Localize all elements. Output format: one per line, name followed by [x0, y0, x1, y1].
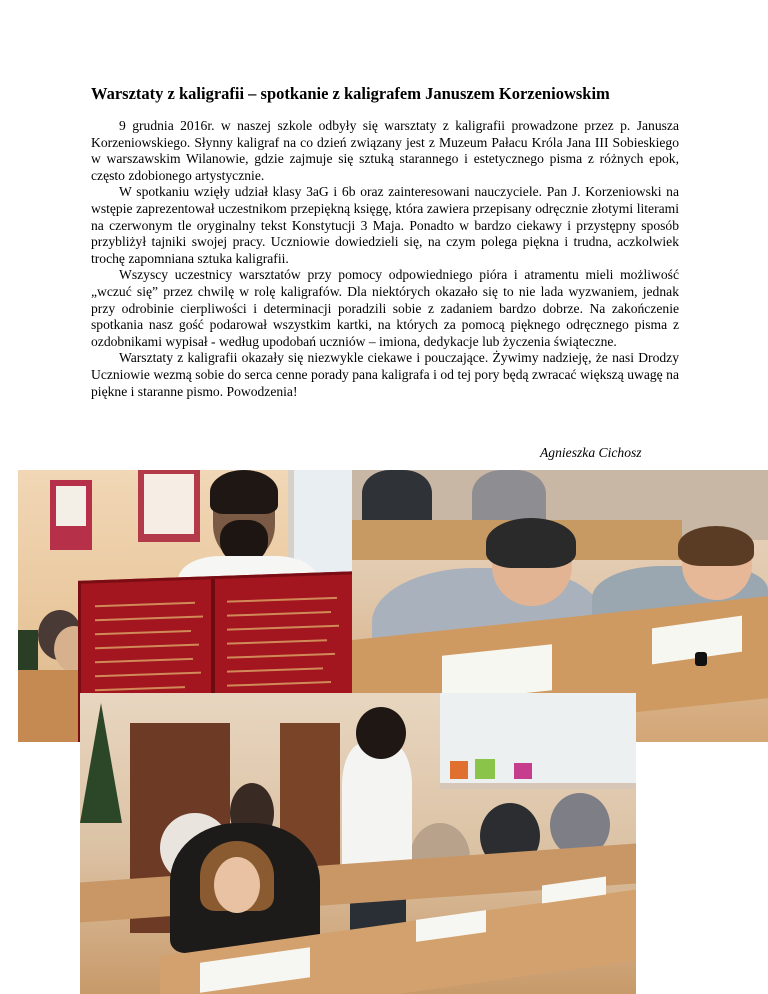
ink-bottle — [695, 652, 707, 666]
author-signature: Agnieszka Cichosz — [540, 445, 642, 460]
article-paragraph: W spotkaniu wzięły udział klasy 3aG i 6b oraz zainteresowani nauczyciele. Pan J. Korzeniowski na wstępie zaprezentował uczestnikom przepiękną księgę, która zawiera przepisany odręcznie złotymi literami na czerwonym tle oryginalny tekst Konstytucji 3 Maja. Ponadto w bardzo ciekawy i przystępny sposób przybliżył tajniki swojej pracy. Uczniowie dowiedzieli się, na czym polega piękna i trudna, aczkolwiek trochę zapomniana sztuka kaligrafii. — [91, 184, 679, 266]
student-hair — [486, 518, 576, 568]
wall-poster — [138, 470, 200, 542]
wall-poster — [50, 480, 92, 550]
article-paragraph: Warsztaty z kaligrafii okazały się niezwykle ciekawe i pouczające. Żywimy nadzieję, że nasi Drodzy Uczniowie wezmą sobie do serca cenne porady pana kaligrafa i od tej pory będą zwracać większą uwagę na piękne i staranne pismo. Powodzenia! — [91, 350, 679, 399]
flower-pot — [475, 759, 495, 779]
flower-pot — [450, 761, 468, 779]
flower-pot — [514, 763, 532, 779]
article-paragraph: 9 grudnia 2016r. w naszej szkole odbyły się warsztaty z kaligrafii prowadzone przez p. Janusza Korzeniowskiego. Słynny kaligraf na co dzień związany jest z Muzeum Pałacu Króla Jana III Sobieskiego w warszawskim Wilanowie, gdzie zajmuje się sztuką starannego i estetycznego pisma z różnych epok, często zdobionego artystycznie. — [91, 118, 679, 183]
student-hair — [678, 526, 754, 566]
article-paragraph: Wszyscy uczestnicy warsztatów przy pomocy odpowiedniego pióra i atramentu mieli możliwość „wczuć się” przez chwilę w rolę kaligrafów. Dla niektórych okazało się to nie lada wyzwaniem, jednak przy odrobinie cierpliwości i determinacji poradzili sobie z zadaniem bardzo dobrze. Na zakończenie spotkania nasz gość podarował wszystkim kartki, na których za pomocą pięknego odręcznego pisma z ozdobnikami wypisał - według upodobań uczniów – imiona, dedykacje lub życzenia świąteczne. — [91, 267, 679, 349]
calligrapher-hair — [210, 470, 278, 514]
window — [440, 693, 636, 789]
student-face — [214, 857, 260, 913]
christmas-tree — [80, 703, 122, 823]
photo-classroom-girls — [80, 693, 636, 994]
article-body — [91, 118, 679, 400]
calligrapher-hair — [356, 707, 406, 759]
article-title: Warsztaty z kaligrafii – spotkanie z kaligrafem Januszem Korzeniowskim — [91, 84, 610, 103]
